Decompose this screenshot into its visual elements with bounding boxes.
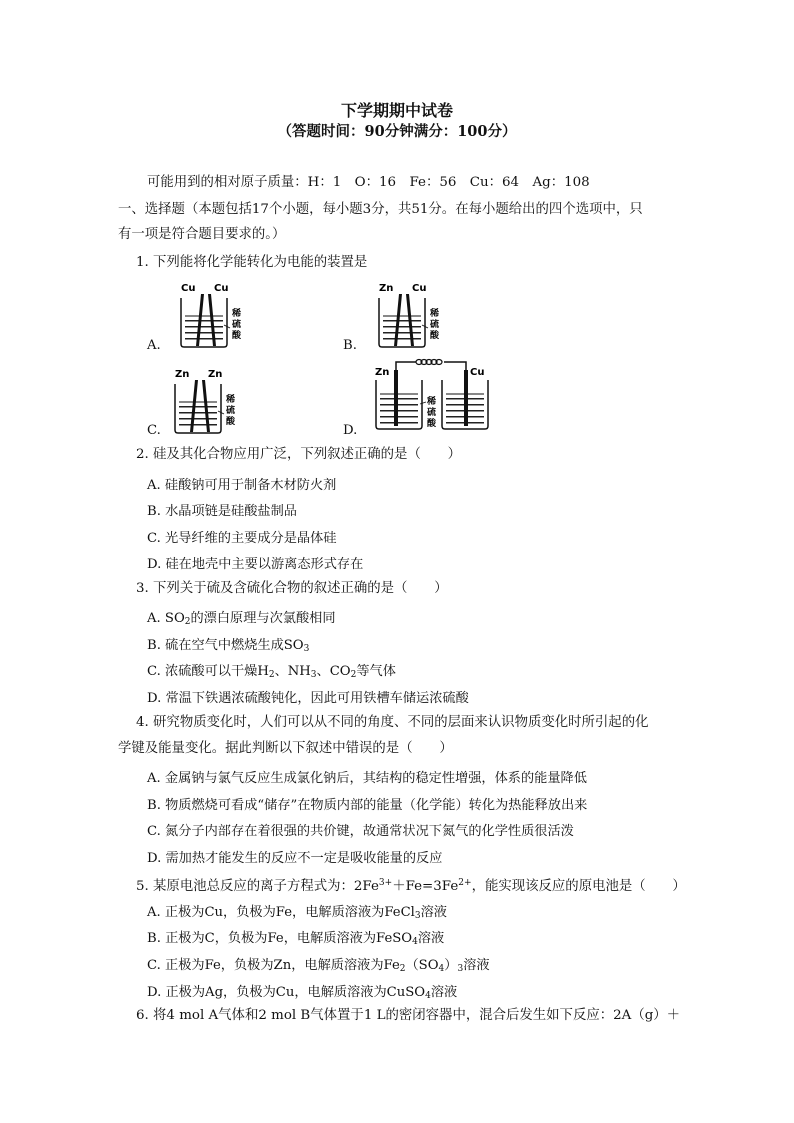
q1-c-right-electrode-label: Zn	[208, 369, 223, 380]
q4-option-d: D. 需加热才能发生的反应不一定是吸收能量的反应	[147, 851, 443, 866]
q3-option-a: A. $SO_2$的漂白原理与次氯酸相同	[147, 611, 336, 627]
q5-option-a: A. 正极为Cu，负极为Fe，电解质溶液为FeCl$_3$溶液	[147, 905, 447, 921]
q1-c-left-electrode-label: Zn	[175, 369, 190, 380]
q3-option-d: D. 常温下铁遇浓硫酸钝化，因此可用铁槽车储运浓硫酸	[147, 691, 469, 706]
section-heading-line2: 有一项是符合题目要求的。）	[118, 227, 286, 242]
q2-option-b: B. 水晶项链是硅酸盐制品	[147, 504, 297, 519]
q1-option-c-label: C.	[147, 423, 161, 438]
page-subtitle: （答题时间：90分钟满分：100分）	[277, 123, 517, 140]
q5-stem: 5. 某原电池总反应的离子方程式为：$2Fe^{3+}+Fe=3Fe^{2+}$，能实现该反应的原电池是（ ）	[136, 878, 686, 894]
section-heading-line1: 一、选择题（本题包括17个小题，每小题3分，共51分。在每小题给出的四个选项中，只	[118, 202, 643, 217]
q5-option-b: B. 正极为C，负极为Fe，电解质溶液为FeSO$_4$溶液	[147, 931, 445, 947]
q1-figure-b	[370, 278, 460, 358]
q1-c-liquid-3: 酸	[226, 417, 236, 427]
atomic-masses: 可能用到的相对原子质量：H：1 O：16 Fe：56 Cu：64 Ag：108	[147, 175, 590, 190]
q3-stem: 3. 下列关于硫及含硫化合物的叙述正确的是（ ）	[136, 581, 448, 596]
q6-stem: 6. 将4 mol A气体和2 mol B气体置于1 L的密闭容器中，混合后发生如下反应：2A（g）＋	[136, 1008, 681, 1023]
q1-b-liquid-3: 酸	[430, 331, 440, 341]
q3-option-b: B. 硫在空气中燃烧生成$SO_3$	[147, 638, 310, 654]
q1-a-left-electrode-label: Cu	[181, 283, 196, 294]
q1-figure-d	[372, 356, 498, 432]
q2-option-a: A. 硅酸钠可用于制备木材防火剂	[147, 478, 337, 493]
q3-option-c: C. 浓硫酸可以干燥$H_2$、$NH_3$、$CO_2$等气体	[147, 664, 396, 680]
q1-d-liquid-2: 硫	[427, 408, 437, 418]
q1-d-right-electrode-label: Cu	[470, 367, 485, 378]
q2-option-c: C. 光导纤维的主要成分是晶体硅	[147, 531, 337, 546]
q1-c-liquid-2: 硫	[226, 406, 236, 416]
q1-b-left-electrode-label: Zn	[379, 283, 394, 294]
q1-a-liquid-1: 稀	[232, 309, 242, 319]
q4-stem-line2: 学键及能量变化。据此判断以下叙述中错误的是（ ）	[118, 741, 453, 756]
q2-option-d: D. 硅在地壳中主要以游离态形式存在	[147, 557, 364, 572]
q4-option-a: A. 金属钠与氯气反应生成氯化钠后，其结构的稳定性增强，体系的能量降低	[147, 771, 587, 786]
q5-option-d: D. 正极为Ag，负极为Cu，电解质溶液为CuSO$_4$溶液	[147, 985, 458, 1001]
q1-a-liquid-3: 酸	[232, 331, 242, 341]
q4-stem-line1: 4. 研究物质变化时，人们可以从不同的角度、不同的层面来认识物质变化时所引起的化	[136, 715, 649, 730]
q2-stem: 2. 硅及其化合物应用广泛，下列叙述正确的是（ ）	[136, 447, 462, 462]
q1-a-liquid-2: 硫	[232, 320, 242, 330]
q1-option-a-label: A.	[147, 338, 161, 353]
q1-option-d-label: D.	[343, 423, 358, 438]
q1-figure-a	[172, 278, 262, 358]
q4-option-c: C. 氮分子内部存在着很强的共价键，故通常状况下氮气的化学性质很活泼	[147, 824, 574, 839]
q1-figure-c	[166, 364, 256, 444]
q1-d-liquid-3: 酸	[427, 419, 437, 429]
q1-a-right-electrode-label: Cu	[214, 283, 229, 294]
q1-b-right-electrode-label: Cu	[412, 283, 427, 294]
q1-option-b-label: B.	[343, 338, 357, 353]
q1-b-liquid-1: 稀	[430, 309, 440, 319]
q1-d-liquid-1: 稀	[427, 397, 437, 407]
page-title: 下学期期中试卷	[340, 101, 453, 120]
q5-option-c: C. 正极为Fe，负极为Zn，电解质溶液为$Fe_2(SO_4)_3$溶液	[147, 958, 490, 974]
q4-option-b: B. 物质燃烧可看成“储存”在物质内部的能量（化学能）转化为热能释放出来	[147, 798, 588, 813]
q1-c-liquid-1: 稀	[226, 395, 236, 405]
q1-d-left-electrode-label: Zn	[375, 367, 390, 378]
q1-b-liquid-2: 硫	[430, 320, 440, 330]
q1-stem: 1. 下列能将化学能转化为电能的装置是	[136, 255, 368, 270]
